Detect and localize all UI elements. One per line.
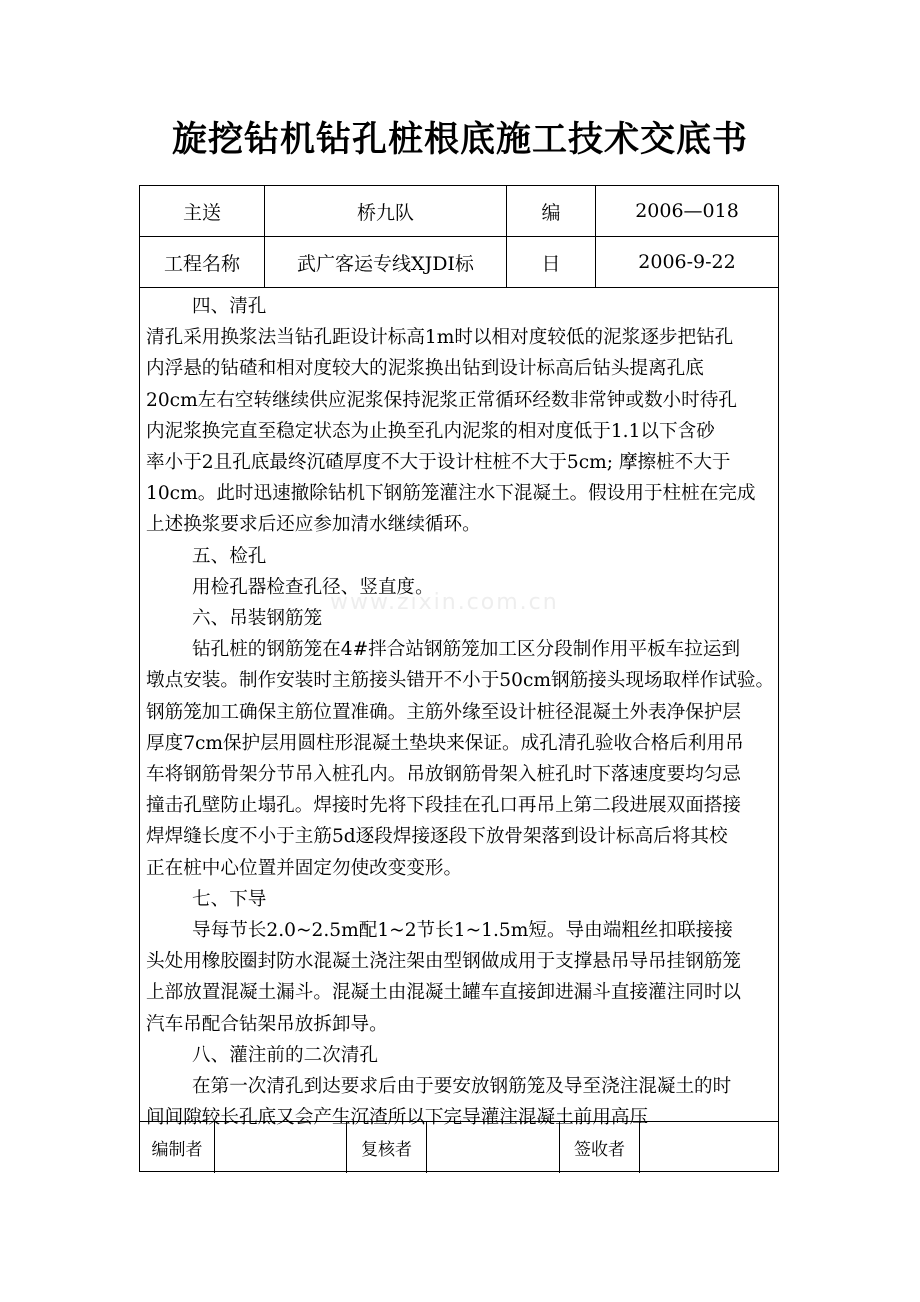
content-line: 撞击孔壁防止塌孔。焊接时先将下段挂在孔口再吊上第二段进展双面搭接 bbox=[146, 795, 742, 817]
header-row-send bbox=[140, 186, 778, 237]
project-value: 武广客运专线XJDI标 bbox=[265, 237, 507, 287]
content-line: 头处用橡胶圈封防水混凝土浇注架由型钢做成用于支撑悬吊导吊挂钢筋笼 bbox=[146, 951, 742, 973]
content-line: 汽车吊配合钻架吊放拆卸导。 bbox=[146, 1013, 388, 1035]
content-line: 上部放置混凝土漏斗。混凝土由混凝土罐车直接卸进漏斗直接灌注同时以 bbox=[146, 982, 742, 1004]
content-line: 在第一次清孔到达要求后由于要安放钢筋笼及导至浇注混凝土的时 bbox=[192, 1076, 732, 1098]
content-line: 内泥浆换完直至稳定状态为止换至孔内泥浆的相对度低于1.1以下含砂 bbox=[146, 420, 715, 442]
document-title: 旋挖钻机钻孔桩根底施工技术交底书 bbox=[171, 119, 748, 160]
author-field bbox=[215, 1122, 347, 1173]
section-heading: 四、清孔 bbox=[192, 296, 267, 317]
content-line: 清孔采用换浆法当钻孔距设计标高1m时以相对度较低的泥浆逐步把钻孔 bbox=[146, 327, 734, 349]
section-heading: 六、吊装钢筋笼 bbox=[192, 608, 323, 630]
header-row-project bbox=[140, 237, 778, 288]
receiver-field bbox=[640, 1122, 778, 1173]
content-line: 墩点安装。制作安装时主筋接头错开不小于50cm钢筋接头现场取样作试验。 bbox=[146, 670, 775, 692]
content-line: 间间隙较长孔底又会产生沉渣所以下完导灌注混凝土前用高压 bbox=[146, 1107, 649, 1129]
send-label: 主送 bbox=[140, 186, 265, 236]
content-line: 用检孔器检查孔径、竖直度。 bbox=[192, 576, 434, 598]
content-line: 20cm左右空转继续供应泥浆保持泥浆正常循环经数非常钟或数小时待孔 bbox=[146, 389, 737, 411]
content-line: 正在桩中心位置并固定勿使改变变形。 bbox=[146, 857, 463, 879]
number-label: 编 bbox=[507, 186, 596, 236]
content-line: 率小于2且孔底最终沉碴厚度不大于设计柱桩不大于5cm; 摩擦桩不大于 bbox=[146, 452, 731, 474]
project-label: 工程名称 bbox=[140, 237, 265, 287]
content-line: 导每节长2.0~2.5m配1~2节长1~1.5m短。导由端粗丝扣联接接 bbox=[192, 920, 733, 942]
content-line: 10cm。此时迅速撤除钻机下钢筋笼灌注水下混凝土。假设用于柱桩在完成 bbox=[146, 483, 756, 505]
content-line: 厚度7cm保护层用圆柱形混凝土垫块来保证。成孔清孔验收合格后利用吊 bbox=[146, 732, 744, 754]
author-label: 编制者 bbox=[140, 1122, 215, 1173]
date-value: 2006-9-22 bbox=[638, 251, 736, 273]
section-heading: 七、下导 bbox=[192, 888, 267, 910]
content-line: 钢筋笼加工确保主筋位置准确。主筋外缘至设计桩径混凝土外表净保护层 bbox=[146, 701, 742, 723]
signature-row bbox=[140, 1121, 778, 1173]
section-heading: 八、灌注前的二次清孔 bbox=[192, 1044, 378, 1066]
date-label: 日 bbox=[507, 237, 596, 287]
disclosure-table bbox=[139, 185, 779, 1172]
number-value: 2006—018 bbox=[635, 200, 739, 222]
content-line: 焊焊缝长度不小于主筋5d逐段焊接逐段下放骨架落到设计标高后将其校 bbox=[146, 826, 728, 848]
content-line: 上述换浆要求后还应参加清水继续循环。 bbox=[146, 514, 481, 536]
watermark-text: www.zixin.com.cn bbox=[330, 590, 559, 615]
send-value: 桥九队 bbox=[265, 186, 507, 236]
reviewer-field bbox=[427, 1122, 560, 1173]
reviewer-label: 复核者 bbox=[347, 1122, 427, 1173]
content-line: 钻孔桩的钢筋笼在4#拌合站钢筋笼加工区分段制作用平板车拉运到 bbox=[192, 639, 741, 661]
content-line: 内浮悬的钻碴和相对度较大的泥浆换出钻到设计标高后钻头提离孔底 bbox=[146, 358, 704, 380]
disclosure-content bbox=[140, 288, 778, 1129]
receiver-label: 签收者 bbox=[560, 1122, 640, 1173]
section-heading: 五、检孔 bbox=[192, 545, 267, 567]
content-line: 车将钢筋骨架分节吊入桩孔内。吊放钢筋骨架入桩孔时下落速度要均匀忌 bbox=[146, 764, 742, 786]
